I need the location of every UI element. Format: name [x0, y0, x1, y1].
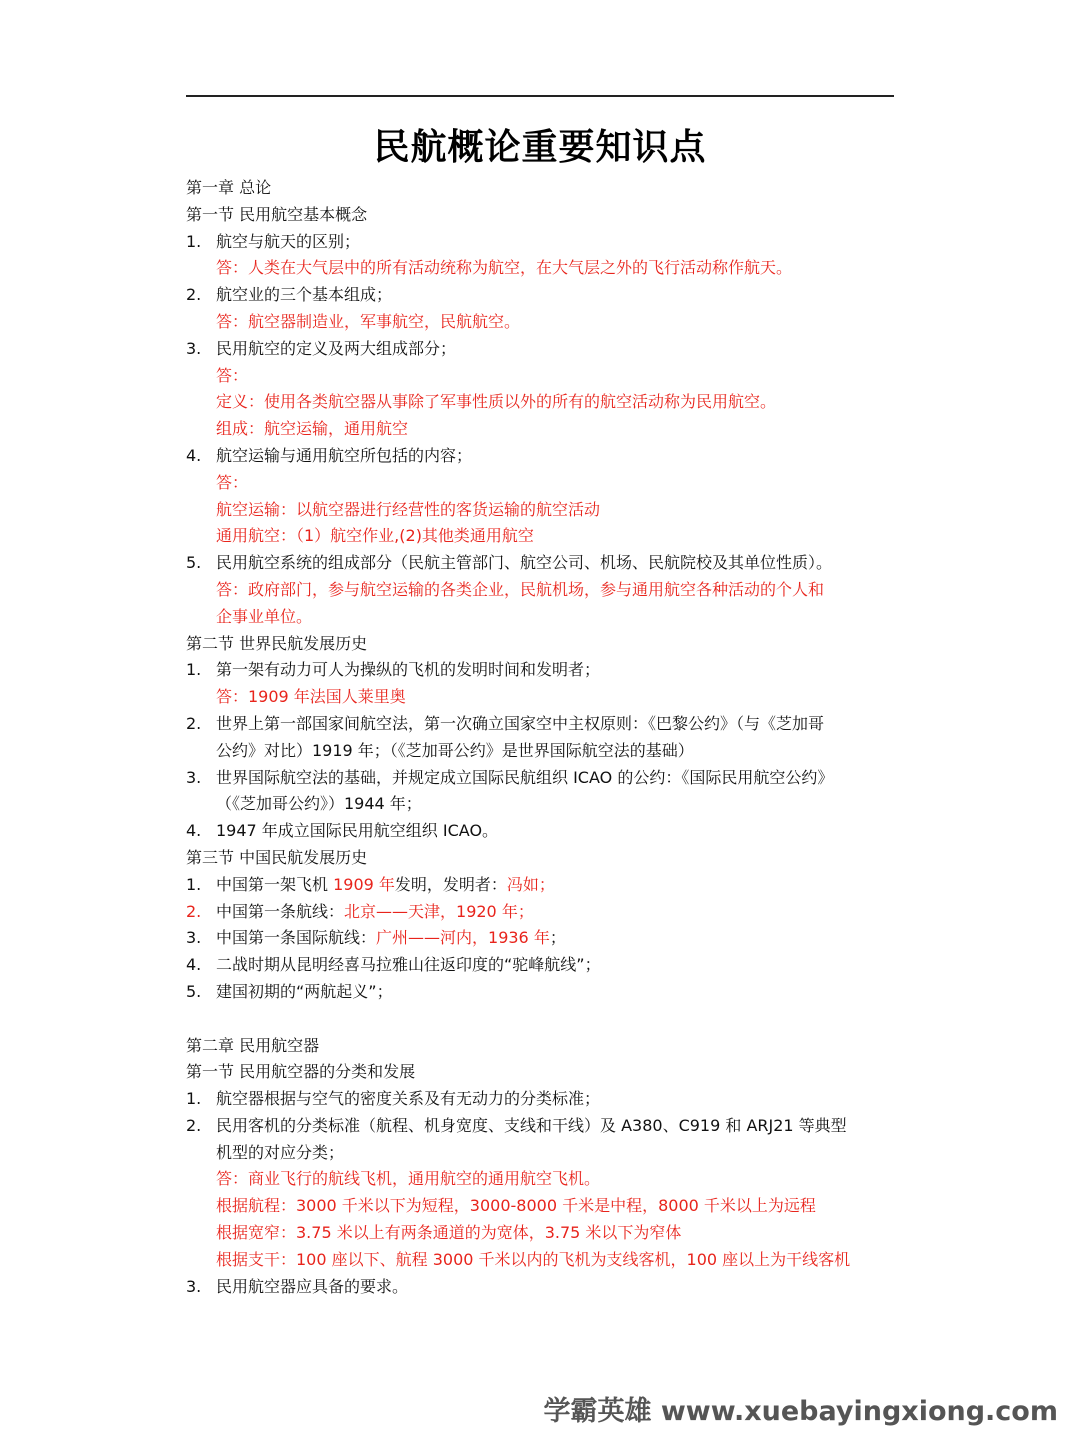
list-number: 3. — [186, 928, 202, 948]
list-item — [186, 899, 898, 926]
answer-text: 答： — [216, 472, 249, 492]
list-number: 5. — [186, 981, 202, 1001]
question-text-continued: 公约》对比）1919 年；（《芝加哥公约》是世界国际航空法的基础） — [216, 740, 694, 760]
list-item — [186, 711, 898, 738]
list-number: 1. — [186, 874, 202, 894]
answer-text: 航空运输：以航空器进行经营性的客货运输的航空活动 — [216, 499, 601, 519]
question-text: 航空业的三个基本组成； — [216, 285, 393, 305]
list-item — [186, 952, 898, 979]
list-number: 3. — [186, 767, 202, 787]
answer-text: 根据支干：100 座以下、航程 3000 千米以内的飞机为支线客机，100 座以上为干线客机 — [216, 1249, 851, 1269]
document-body — [186, 175, 898, 1300]
answer-text: 答：商业飞行的航线飞机，通用航空的通用航空飞机。 — [216, 1169, 601, 1189]
question-text: 民用航空系统的组成部分（民航主管部门、航空公司、机场、民航院校及其单位性质）。 — [216, 553, 833, 573]
answer-text: 定义：使用各类航空器从事除了军事性质以外的所有的航空活动称为民用航空。 — [216, 392, 777, 412]
answer-text: 通用航空：（1）航空作业,(2)其他类通用航空 — [216, 526, 534, 546]
item-text: 发明，发明者： — [394, 874, 507, 894]
chapter-heading: 第二章 民用航空器 — [186, 1035, 320, 1055]
question-text: 世界国际航空法的基础，并规定成立国际民航组织 ICAO 的公约：《国际民用航空公约》 — [216, 767, 834, 787]
list-number: 3. — [186, 338, 202, 358]
question-text: 1947 年成立国际民用航空组织 ICAO。 — [216, 821, 499, 841]
item-text: 中国第一条航线： — [216, 901, 345, 921]
list-item — [186, 550, 898, 577]
answer-text: 根据航程：3000 千米以下为短程，3000-8000 千米是中程，8000 千米以上为远程 — [216, 1196, 816, 1216]
answer-text: 根据宽窄：3.75 米以上有两条通道的为宽体，3.75 米以下为窄体 — [216, 1223, 682, 1243]
list-number: 4. — [186, 821, 202, 841]
question-text-continued: （《芝加哥公约》）1944 年； — [216, 794, 422, 814]
item-highlight: 北京——天津，1920 年； — [344, 901, 534, 921]
page-title: 民航概论重要知识点 — [373, 127, 707, 168]
item-text: 二战时期从昆明经喜马拉雅山往返印度的“驼峰航线”； — [216, 955, 601, 975]
answer-text: 组成：航空运输，通用航空 — [216, 419, 409, 439]
section-heading: 第一节 民用航空基本概念 — [186, 204, 368, 224]
chapter-heading: 第一章 总论 — [186, 178, 272, 197]
section-heading: 第三节 中国民航发展历史 — [186, 847, 368, 867]
list-number: 2. — [186, 1115, 202, 1135]
question-text: 民用航空器应具备的要求。 — [216, 1276, 409, 1296]
header-rule — [186, 95, 894, 97]
list-item — [186, 872, 898, 899]
question-text: 航空与航天的区别； — [216, 231, 361, 251]
list-number: 4. — [186, 955, 202, 975]
question-text: 航空运输与通用航空所包括的内容； — [216, 445, 473, 465]
list-item — [186, 979, 898, 1006]
list-item — [186, 765, 898, 792]
section-heading: 第一节 民用航空器的分类和发展 — [186, 1062, 416, 1082]
question-text-continued: 机型的对应分类； — [216, 1142, 345, 1162]
list-item — [186, 229, 898, 256]
list-item — [186, 1086, 898, 1113]
answer-text: 答：1909 年法国人莱里奥 — [216, 687, 406, 707]
list-number: 1. — [186, 231, 202, 251]
list-number: 5. — [186, 553, 202, 573]
question-text: 世界上第一部国家间航空法，第一次确立国家空中主权原则：《巴黎公约》（与《芝加哥 — [216, 713, 825, 733]
item-highlight: 冯如； — [506, 874, 555, 894]
answer-text: 答：航空器制造业，军事航空，民航航空。 — [216, 311, 521, 331]
item-highlight: 1909 年 — [333, 874, 395, 894]
item-text: 建国初期的“两航起义”； — [216, 981, 393, 1001]
item-highlight: 广州——河内，1936 年 — [376, 928, 550, 948]
paragraph-gap — [186, 1006, 898, 1033]
list-item — [186, 282, 898, 309]
list-item — [186, 443, 898, 470]
list-item — [186, 1113, 898, 1140]
list-item — [186, 657, 898, 684]
item-text: 中国第一架飞机 — [216, 874, 334, 894]
question-text: 第一架有动力可人为操纵的飞机的发明时间和发明者； — [216, 660, 601, 680]
list-number: 1. — [186, 660, 202, 680]
item-text: 中国第一条国际航线： — [216, 928, 377, 948]
answer-text: 企事业单位。 — [216, 606, 313, 626]
list-item — [186, 818, 898, 845]
list-item — [186, 336, 898, 363]
question-text: 航空器根据与空气的密度关系及有无动力的分类标准； — [216, 1089, 601, 1109]
list-number: 3. — [186, 1276, 202, 1296]
list-item — [186, 925, 898, 952]
answer-text: 答： — [216, 365, 249, 385]
list-number: 2. — [186, 285, 202, 305]
footer-watermark: 学霸英雄 www.xuebayingxiong.com — [543, 1396, 1058, 1427]
list-number: 2. — [186, 901, 202, 921]
answer-text: 答：政府部门，参与航空运输的各类企业，民航机场，参与通用航空各种活动的个人和 — [216, 579, 825, 599]
list-item — [186, 1274, 898, 1301]
question-text: 民用航空的定义及两大组成部分； — [216, 338, 457, 358]
answer-text: 答：人类在大气层中的所有活动统称为航空，在大气层之外的飞行活动称作航天。 — [216, 258, 793, 278]
list-number: 4. — [186, 445, 202, 465]
list-number: 1. — [186, 1089, 202, 1109]
item-text: ； — [549, 928, 566, 948]
question-text: 民用客机的分类标准（航程、机身宽度、支线和干线）及 A380、C919 和 ARJ21 等典型 — [216, 1115, 847, 1135]
list-number: 2. — [186, 713, 202, 733]
section-heading: 第二节 世界民航发展历史 — [186, 633, 368, 653]
